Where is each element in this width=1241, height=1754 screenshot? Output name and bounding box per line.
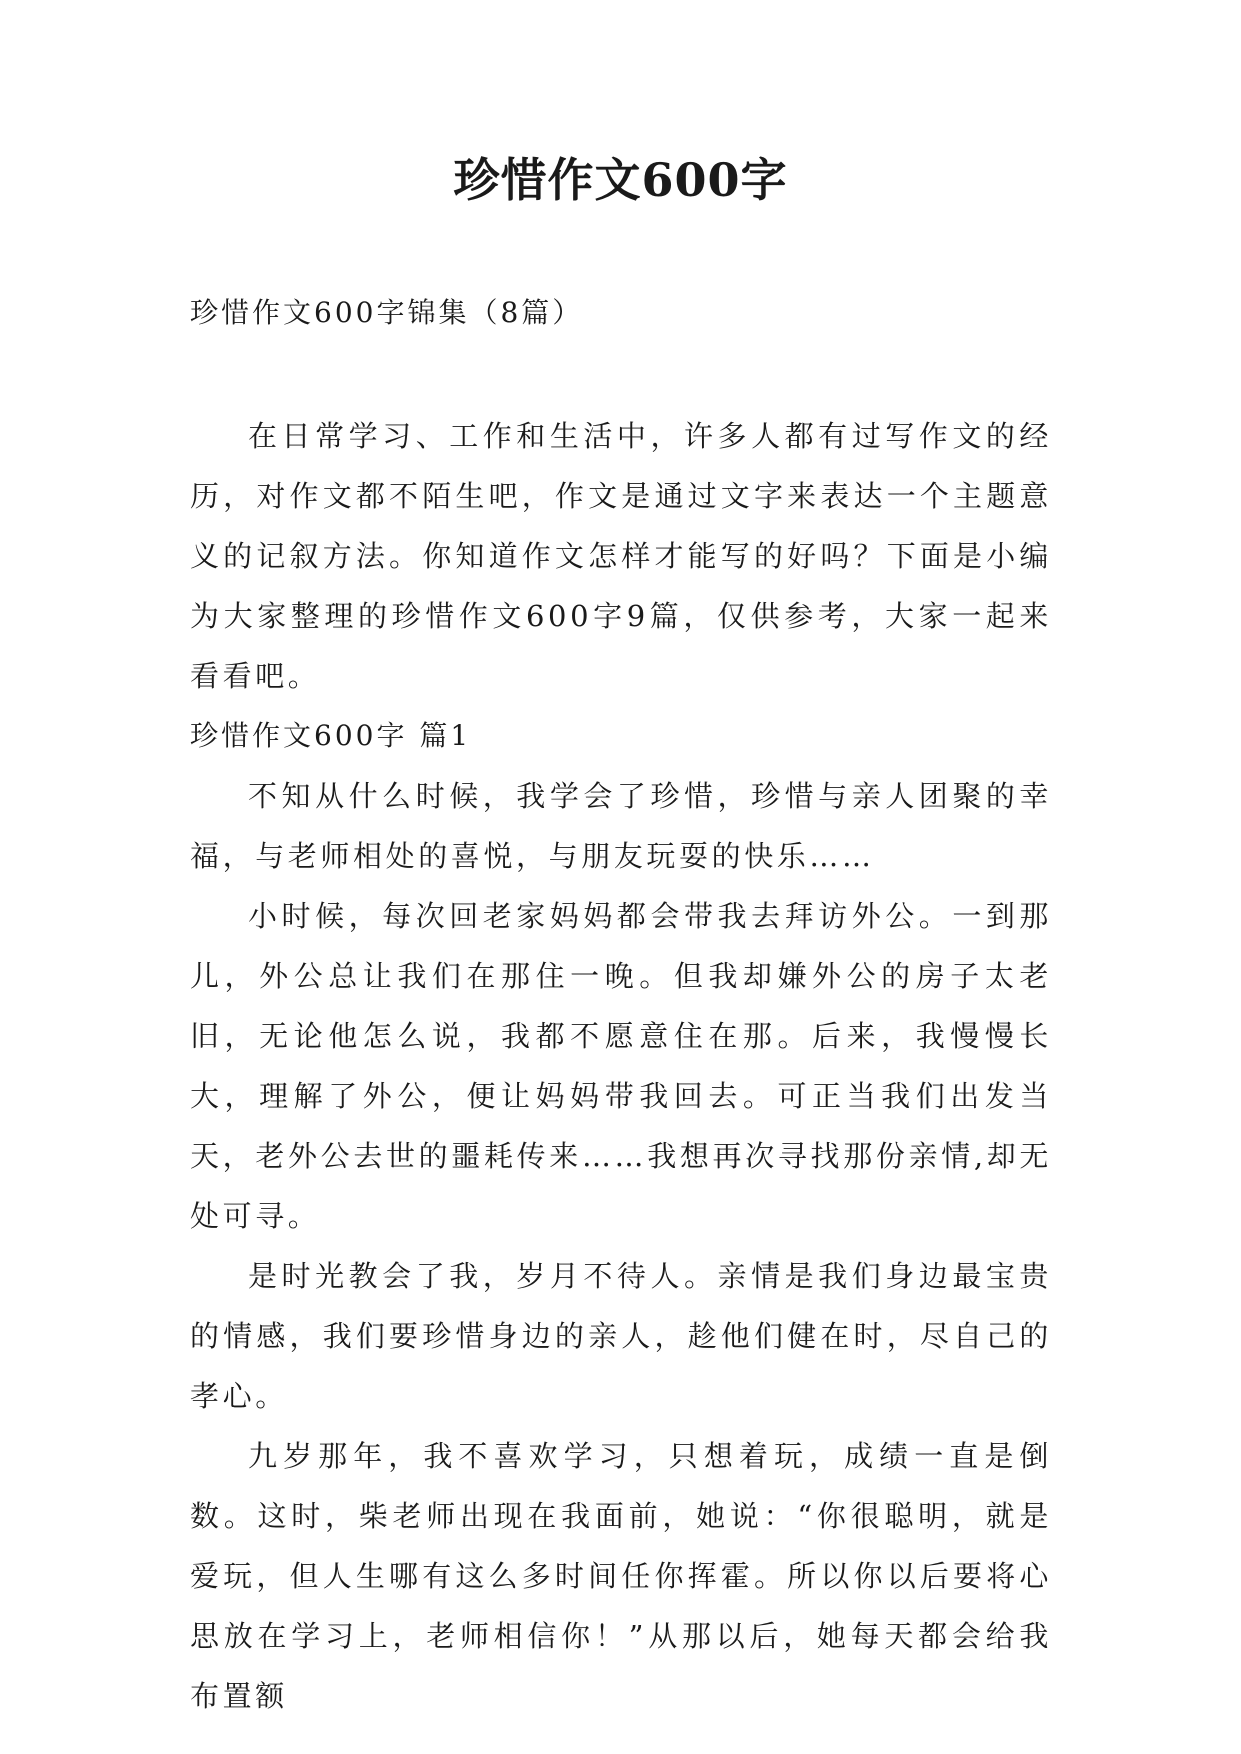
body-paragraph: 不知从什么时候，我学会了珍惜，珍惜与亲人团聚的幸福，与老师相处的喜悦，与朋友玩耍的快乐…… — [190, 779, 1052, 873]
document-subtitle: 珍惜作文600字锦集（8篇） — [190, 296, 584, 329]
intro-paragraph: 在日常学习、工作和生活中，许多人都有过写作文的经历，对作文都不陌生吧，作文是通过文字来表达一个主题意义的记叙方法。你知道作文怎样才能写的好吗？下面是小编为大家整理的珍惜作文600字9篇，仅供参考，大家一起来看看吧。 — [190, 419, 1052, 693]
body-paragraph: 是时光教会了我，岁月不待人。亲情是我们身边最宝贵的情感，我们要珍惜身边的亲人，趁他们健在时，尽自己的孝心。 — [190, 1259, 1052, 1413]
document-title: 珍惜作文600字 — [453, 153, 788, 207]
body-paragraph: 九岁那年，我不喜欢学习，只想着玩，成绩一直是倒数。这时，柴老师出现在我面前，她说：“你很聪明，就是爱玩，但人生哪有这么多时间任你挥霍。所以你以后要将心思放在学习上，老师相信你！”从那以后，她每天都会给我布置额 — [190, 1439, 1052, 1713]
body-paragraph: 小时候，每次回老家妈妈都会带我去拜访外公。一到那儿，外公总让我们在那住一晚。但我却嫌外公的房子太老旧，无论他怎么说，我都不愿意住在那。后来，我慢慢长大，理解了外公，便让妈妈带我回去。可正当我们出发当天，老外公去世的噩耗传来……我想再次寻找那份亲情,却无处可寻。 — [190, 899, 1052, 1233]
section-heading: 珍惜作文600字 篇1 — [190, 719, 472, 752]
document-body — [190, 406, 1052, 1726]
